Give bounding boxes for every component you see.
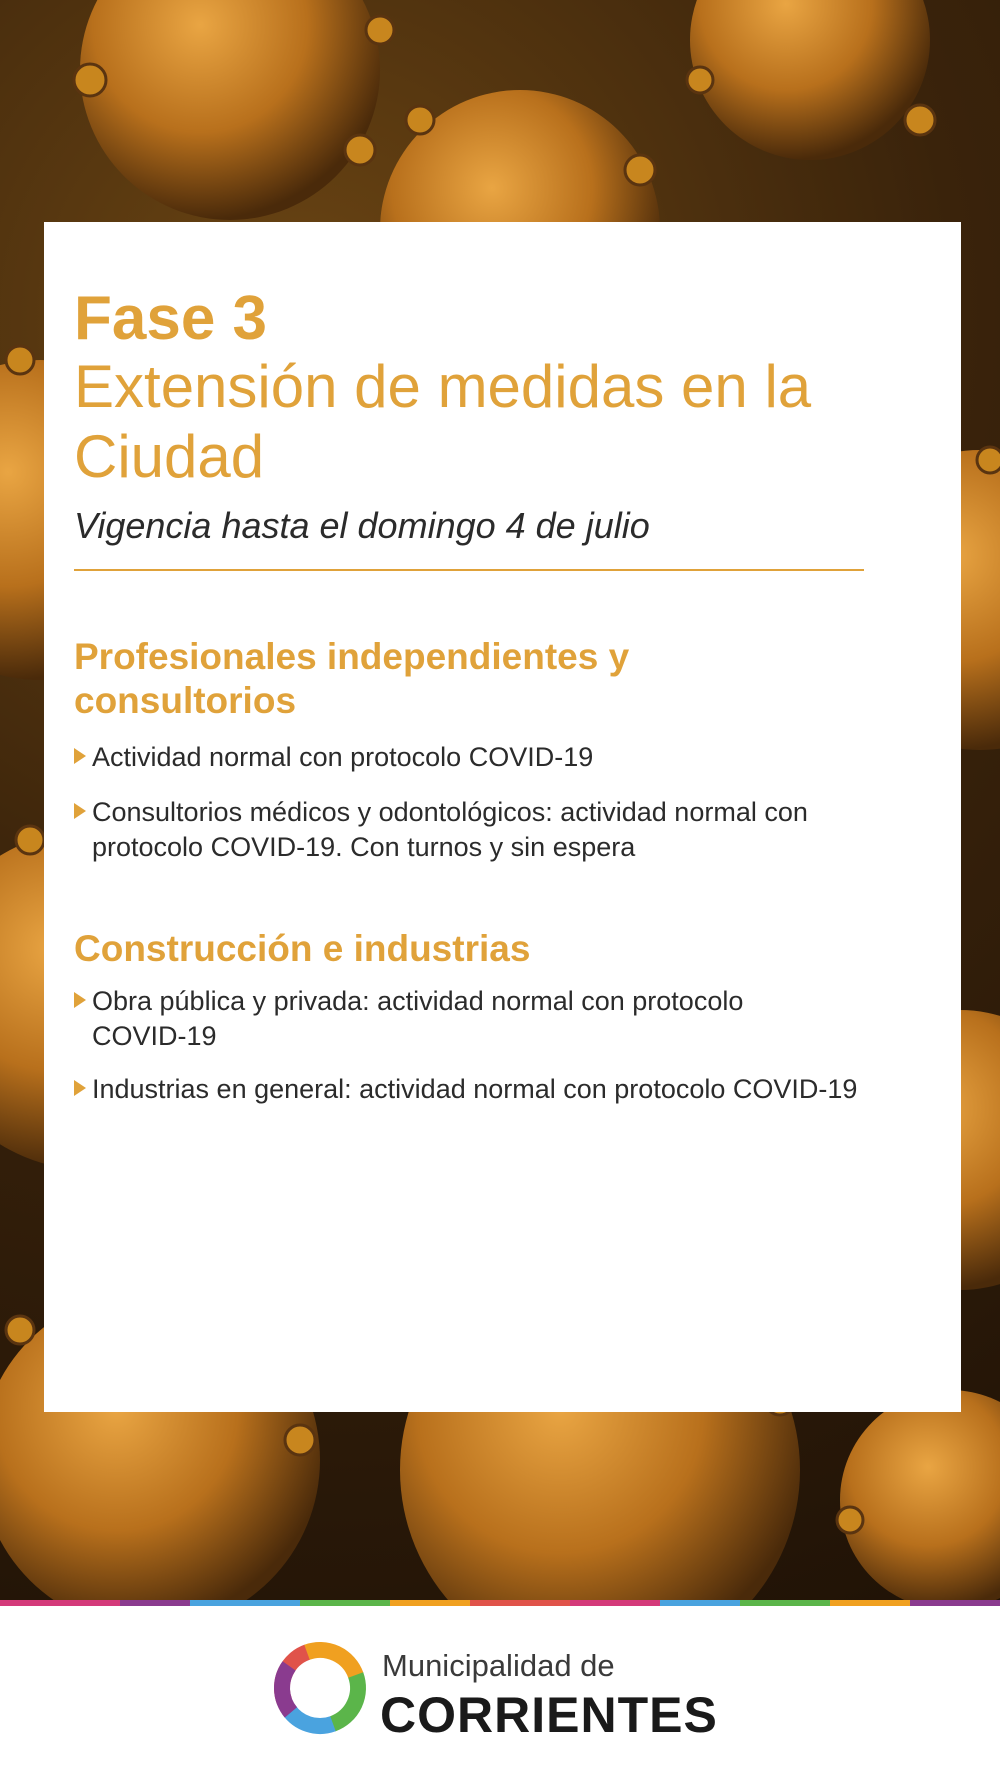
list-item (74, 1072, 892, 1107)
bullet-arrow-icon (74, 992, 86, 1008)
section-title-profesionales: Profesionales independientes y consultorios (74, 636, 630, 721)
footer (0, 1606, 1000, 1777)
list-item-text: Industrias en general: actividad normal con protocolo COVID-19 (92, 1074, 858, 1104)
list-item-text: Consultorios médicos y odontológicos: actividad normal con protocolo COVID-19. Con turnos y sin espera (92, 797, 808, 862)
phase-title: Fase 3 (74, 284, 268, 353)
info-card (44, 222, 961, 1412)
page-title: Extensión de medidas en la Ciudad (74, 353, 812, 490)
org-prefix: Municipalidad de (382, 1648, 615, 1683)
list-item (74, 795, 912, 865)
ring-logo-icon (268, 1636, 372, 1740)
divider (74, 569, 864, 571)
section-title-construccion: Construcción e industrias (74, 928, 531, 969)
list-item-text: Obra pública y privada: actividad normal con protocolo COVID-19 (92, 986, 744, 1051)
list-item-text: Actividad normal con protocolo COVID-19 (92, 742, 594, 772)
bullet-arrow-icon (74, 1080, 86, 1096)
validity-text: Vigencia hasta el domingo 4 de julio (74, 505, 650, 546)
bullet-arrow-icon (74, 748, 86, 764)
bullet-arrow-icon (74, 803, 86, 819)
list-item (74, 740, 932, 775)
list-item (74, 984, 792, 1054)
org-name: CORRIENTES (380, 1687, 718, 1743)
